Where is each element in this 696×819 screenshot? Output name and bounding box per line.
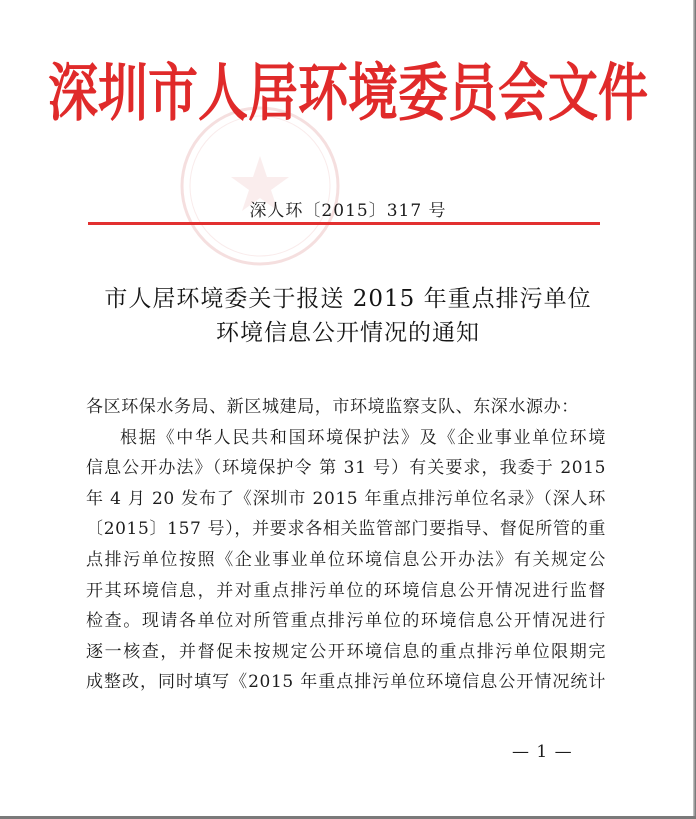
- addressee-line: 各区环保水务局、新区城建局，市环境监察支队、东深水源办：: [86, 397, 579, 417]
- body-line: 年 4 月 20 发布了《深圳市 2015 年重点排污单位名录》（深人环: [86, 488, 606, 509]
- notice-title-line: 市人居环境委关于报送 2015 年重点排污单位: [104, 286, 592, 312]
- header-divider-rule: [88, 222, 600, 225]
- document-number: 深人环〔2015〕317 号: [249, 201, 447, 221]
- page-number: — 1 —: [512, 742, 573, 762]
- body-line: 逐一核查，并督促未按规定公开环境信息的重点排污单位限期完: [86, 641, 606, 662]
- body-line: 成整改，同时填写《2015 年重点排污单位环境信息公开情况统计: [86, 672, 606, 693]
- body-line: 检查。现请各单位对所管重点排污单位的环境信息公开情况进行: [86, 611, 606, 632]
- notice-body: [86, 392, 606, 698]
- notice-title: [0, 282, 696, 350]
- body-line: 〔2015〕157 号），并要求各相关监管部门要指导、督促所管的重: [86, 519, 606, 540]
- body-line: 点排污单位按照《企业事业单位环境信息公开办法》有关规定公: [86, 549, 606, 570]
- body-line: 信息公开办法》（环境保护令 第 31 号）有关要求，我委于 2015: [86, 458, 606, 479]
- issuer-header-title: 深圳市人居环境委员会文件: [48, 55, 648, 130]
- body-line: 根据《中华人民共和国环境保护法》及《企业事业单位环境: [120, 427, 606, 448]
- notice-title-line: 环境信息公开情况的通知: [216, 320, 480, 346]
- body-line: 开其环境信息，并对重点排污单位的环境信息公开情况进行监督: [86, 580, 606, 601]
